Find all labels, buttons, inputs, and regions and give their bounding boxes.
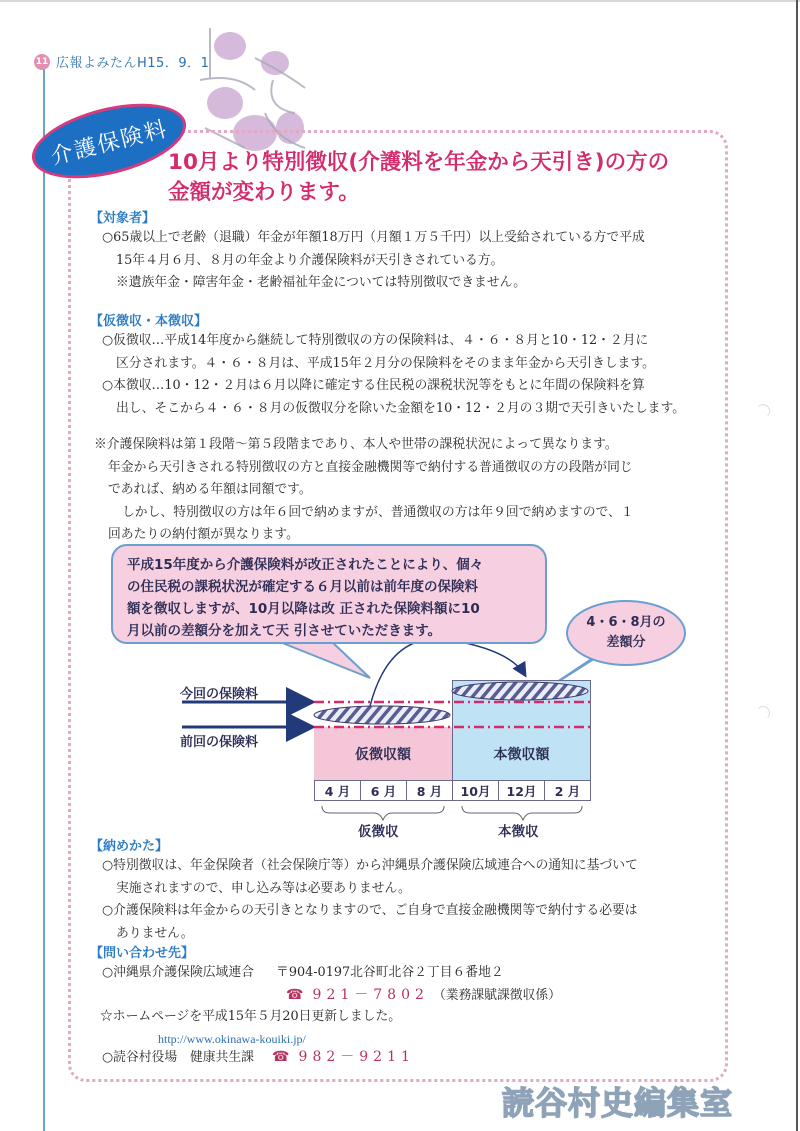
previous-premium-label: 前回の保険料 — [180, 735, 259, 750]
payment-paragraph — [102, 855, 638, 945]
page-number: 11 — [34, 54, 50, 70]
month-cell: 6 月 — [361, 781, 407, 800]
text-line: ○仮徴収…平成14年度から継続して特別徴収の方の保険料は、４・６・８月と10・12・２月に — [102, 333, 649, 348]
punch-hole — [756, 404, 770, 418]
page-edge — [0, 0, 800, 2]
provisional-collection-label: 仮徴収額 — [355, 746, 411, 763]
bubble-line: の住民税の課税状況が確定する６月以前は前年度の保険料 — [127, 579, 478, 595]
contact-tel1 — [286, 984, 561, 1008]
contact-org1 — [102, 962, 504, 985]
note-paragraph — [94, 434, 634, 547]
month-cell: 4 月 — [315, 781, 361, 800]
text-line: 15年４月６月、８月の年金より介護保険料が天引きされている方。 — [116, 252, 504, 268]
month-cell: 2 月 — [554, 783, 581, 799]
current-premium-label: 今回の保険料 — [180, 687, 259, 702]
margin-rule — [43, 68, 45, 1131]
explanation-bubble — [111, 544, 547, 644]
text-line: 区分されます。４・６・８月は、平成15年２月分の保険料をそのまま年金から天引きします。 — [116, 355, 655, 371]
section-heading-collection: 【仮徴収・本徴収】 — [90, 314, 208, 329]
phone-number: 982－9211 — [298, 1049, 415, 1065]
difference-bubble — [566, 600, 686, 666]
text-line: ※介護保険料は第１段階～第５段階まであり、本人や世帯の課税状況によって異なります。 — [94, 437, 618, 452]
phone-icon: ☎ — [272, 1049, 295, 1065]
archive-watermark: 読谷村史編集室 — [502, 1084, 734, 1122]
organization-name: ○沖縄県介護保険広域連合 — [102, 965, 254, 980]
text-line: ○本徴収…10・12・２月は６月以降に確定する住民税の課税状況等をもとに年間の保険料を算 — [102, 378, 645, 393]
phone-number: 921－7802 — [312, 987, 429, 1003]
bubble-line: 月以前の差額分を加えて天 引させていただきます。 — [127, 623, 442, 639]
section-heading-contact: 【問い合わせ先】 — [90, 946, 195, 961]
month-cell: 10月 — [453, 781, 499, 800]
title-line: 10月より特別徴収(介護料を年金から天引き)の方の — [168, 150, 670, 175]
organization-name: ○読谷村役場 健康共生課 — [102, 1050, 254, 1065]
section-heading-payment: 【納めかた】 — [90, 839, 169, 854]
bubble-line: 平成15年度から介護保険料が改正されたことにより、個々 — [127, 557, 484, 573]
target-paragraph — [102, 227, 645, 295]
bubble-line: 額を徴収しますが、10月以降は改 正された保険料額に10 — [127, 601, 480, 617]
section-heading-target: 【対象者】 — [90, 211, 156, 226]
bubble-line: 4・6・8月の — [586, 615, 666, 630]
page-edge — [796, 0, 798, 1131]
text-line: 実施されますので、申し込み等は必要ありません。 — [116, 880, 411, 896]
phone-icon: ☎ — [286, 987, 309, 1003]
main-collection-label: 本徴収額 — [493, 747, 550, 763]
bubble-line: 差額分 — [606, 635, 646, 650]
address: 〒904-0197北谷町北谷２丁目６番地２ — [276, 965, 504, 980]
main-group-label: 本徴収 — [498, 824, 539, 840]
contact-org2 — [102, 1046, 415, 1070]
collection-paragraph — [102, 330, 685, 420]
text-line: ○特別徴収は、年金保険者（社会保険庁等）から沖縄県介護保険広域連合への通知に基づいて — [102, 858, 638, 873]
month-cell: 12月 — [499, 781, 545, 800]
text-line: ○介護保険料は年金からの天引きとなりますので、ご自身で直接金融機関等で納付する必要は — [102, 903, 638, 918]
main-collection-box — [452, 680, 591, 780]
text-line: 回あたりの納付額が異なります。 — [108, 527, 299, 542]
provisional-collection-box — [314, 727, 452, 780]
title-line: 金額が変わります。 — [168, 180, 360, 205]
text-line: であれば、納める年額は同額です。 — [108, 482, 312, 497]
month-cell: 8 月 — [407, 781, 453, 800]
text-line: しかし、特別徴収の方は年６回で納めますが、普通徴収の方は年９回で納めますので、１ — [122, 504, 634, 520]
text-line: 出し、そこから４・６・８月の仮徴収分を除いた金額を10・12・２月の３期で天引きいたします。 — [116, 400, 686, 416]
article-title — [168, 148, 728, 208]
phone-note: （業務課賦課徴収係） — [432, 988, 561, 1003]
punch-hole — [756, 706, 770, 720]
provisional-group-label: 仮徴収 — [358, 824, 399, 840]
page-header — [34, 52, 209, 71]
publication-title: 広報よみたんH15．9．1 — [56, 56, 210, 71]
month-row — [314, 780, 591, 801]
homepage-link[interactable]: http://www.okinawa-kouiki.jp/ — [158, 1032, 306, 1046]
text-line: ○65歳以上で老齢（退職）年金が年額18万円（月額１万５千円）以上受給されている方で平成 — [102, 230, 645, 245]
topic-badge-label: 介護保険料 — [48, 116, 171, 170]
text-line: ありません。 — [116, 925, 194, 941]
text-line: 年金から天引きされる特別徴収の方と直接金融機関等で納付する普通徴収の方の段階が同じ — [108, 459, 633, 475]
homepage-note: ☆ホームページを平成15年５月20日更新しました。 — [100, 1009, 402, 1024]
text-line: ※遺族年金・障害年金・老齢福祉年金については特別徴収できません。 — [116, 275, 527, 290]
